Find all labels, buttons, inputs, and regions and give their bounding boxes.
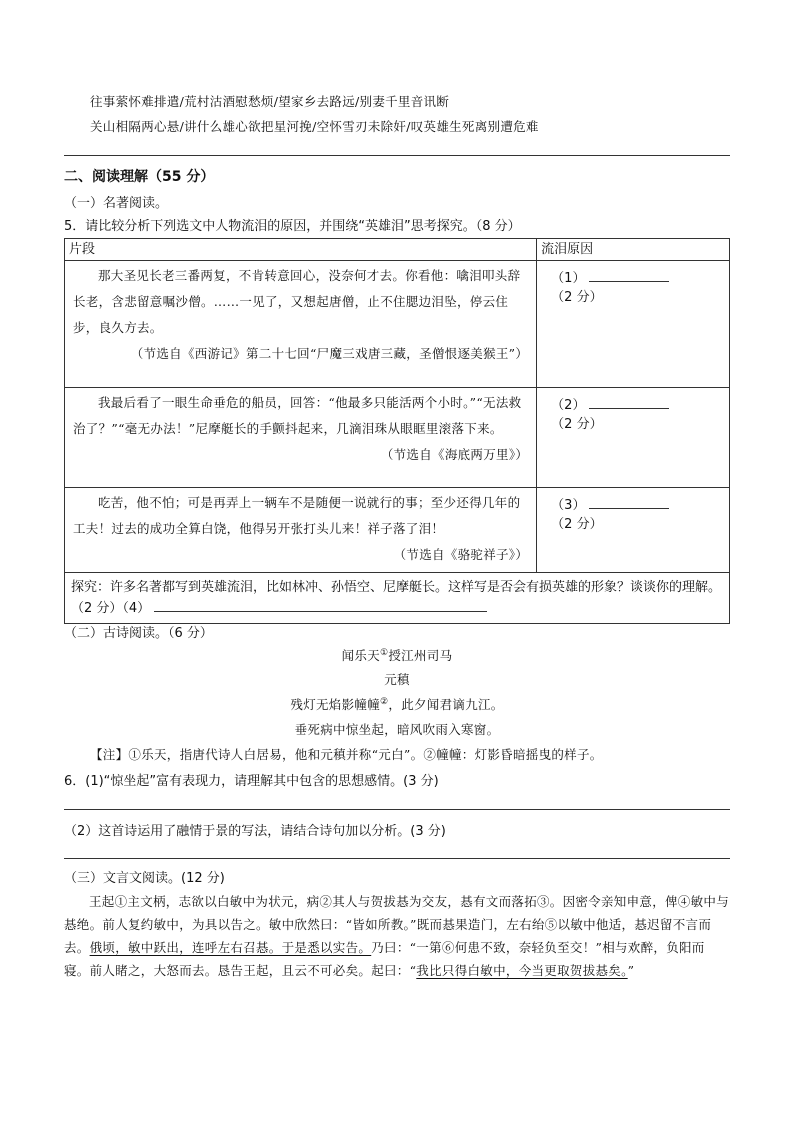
question-5: 5．请比较分析下列选文中人物流泪的原因，并围绕“英雄泪”思考探究。（8 分） <box>64 219 521 234</box>
part2-label: （二）古诗阅读。（6 分） <box>64 626 213 641</box>
section-title: 二、阅读理解（55 分） <box>64 169 215 185</box>
passage-text: 那大圣见长老三番两复，不肯转意回心，没奈何才去。你看他：噙泪叩头辞长老，含悲留意嘱沙僧。……一见了，又想起唐僧，止不住腮边泪坠，停云住步，良久方去。 <box>73 268 521 335</box>
answer-line[interactable] <box>64 809 730 810</box>
reading-table <box>64 238 730 624</box>
prose-text-e: ” <box>627 963 635 978</box>
prose-underlined-2: 我比只得白敏中，今当更取贺拔惎矣。 <box>416 963 628 978</box>
poem-line-2: 垂死病中惊坐起，暗风吹雨入寒窗。 <box>294 722 500 737</box>
reason-number: （1） <box>551 271 586 286</box>
answer-blank[interactable] <box>589 396 669 409</box>
prose-passage <box>64 890 730 982</box>
passage-source: （节选自《骆驼祥子》） <box>393 547 529 562</box>
answer-blank[interactable] <box>589 269 669 282</box>
table-row <box>65 388 730 488</box>
prose-text-a: 王起①主文柄，志欲以白敏中为状元，病②其人与贺拔惎为交友，惎有文而落拓③。因密令亲知申意，俾④敏中与惎绝。前人复约敏中，为具以告之。敏中欣然曰：“皆如所教。”既而惎果造门，左右绐⑤以敏中他适，惎迟留不言而去。 <box>64 894 730 955</box>
question-6-1: 6．(1)“惊坐起”富有表现力，请理解其中包含的思想感情。(3 分) <box>64 774 439 789</box>
explore-answer-blank[interactable] <box>154 599 487 612</box>
question-6-2: （2）这首诗运用了融情于景的写法，请结合诗句加以分析。(3 分) <box>64 824 446 839</box>
poem-line-1-end: ，此夕闻君谪九江。 <box>388 697 504 712</box>
reason-number: （2） <box>551 398 586 413</box>
answer-line[interactable] <box>64 858 730 859</box>
table-header-passage: 片段 <box>65 239 537 261</box>
note-marker: ① <box>380 647 389 658</box>
reason-score: （2 分） <box>551 417 603 432</box>
table-header-reason: 流泪原因 <box>537 239 730 261</box>
explore-question: 探究：许多名著都写到英雄流泪，比如林冲、孙悟空、尼摩艇长。这样写是否会有损英雄的形象？谈谈你的理解。（2 分）（4） <box>71 580 722 616</box>
top-line-1: 往事萦怀难排遣/荒村沽酒慰愁烦/望家乡去路远/别妻千里音讯断 <box>90 94 450 109</box>
part3-label: （三）文言文阅读。(12 分) <box>64 871 225 886</box>
poem-notes: 【注】①乐天，指唐代诗人白居易，他和元稹并称“元白”。②幢幢：灯影昏暗摇曳的样子。 <box>90 747 603 762</box>
poem-title-text: 闻乐天 <box>341 648 380 663</box>
part1-label: （一）名著阅读。 <box>64 196 169 211</box>
reason-score: （2 分） <box>551 290 603 305</box>
poem-author: 元稹 <box>384 672 410 687</box>
table-row <box>65 488 730 573</box>
poem-title <box>0 646 794 664</box>
answer-blank[interactable] <box>589 496 669 509</box>
poem-line-1 <box>0 695 794 713</box>
poem-line-1-text: 残灯无焰影幢幢 <box>290 697 381 712</box>
passage-text: 我最后看了一眼生命垂危的船员，回答：“他最多只能活两个小时。”“无法救治了？”“毫无办法！”尼摩艇长的手颤抖起来，几滴泪珠从眼眶里滚落下来。 <box>73 395 522 436</box>
divider-1 <box>64 155 730 156</box>
reason-number: （3） <box>551 498 586 513</box>
top-line-2: 关山相隔两心悬/讲什么雄心欲把星河挽/空怀雪刃未除奸/叹英雄生死离别遭危难 <box>90 119 539 134</box>
table-row <box>65 261 730 388</box>
note-marker: ② <box>380 696 389 707</box>
passage-text: 吃苦，他不怕；可是再弄上一辆车不是随便一说就行的事；至少还得几年的工夫！过去的成功全算白饶，他得另开张打头儿来！祥子落了泪！ <box>73 495 521 536</box>
prose-text-c: 乃曰：“一第⑥何患不致，奈轻负至交！”相与欢醉，负阳而寝。前人睹之，大怒而去。恳告王起，且云不可必矣。起曰：“ <box>64 940 705 978</box>
passage-source: （节选自《海底两万里》） <box>380 447 529 462</box>
reason-score: （2 分） <box>551 517 603 532</box>
passage-source: （节选自《西游记》第二十七回“尸魔三戏唐三藏，圣僧恨逐美猴王”） <box>130 346 529 361</box>
prose-underlined-1: 俄顷，敏中跃出，连呼左右召惎。于是悉以实告。 <box>89 940 372 955</box>
poem-title-suffix: 授江州司马 <box>388 648 453 663</box>
